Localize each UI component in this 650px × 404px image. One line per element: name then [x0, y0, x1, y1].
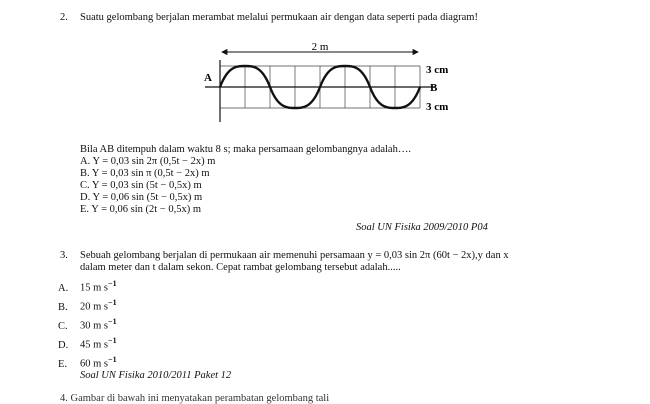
length-label: 2 m — [311, 41, 329, 53]
question-2-stem: Suatu gelombang berjalan merambat melalui permukaan air dengan data seperti pada diagram! — [80, 12, 478, 23]
point-b-label: B — [430, 82, 438, 94]
option-q2-b[interactable]: B. Y = 0,03 sin π (0,5t − 2x) m — [80, 168, 210, 179]
option-q3-a[interactable]: A. 15 m $s^{-1}$ — [58, 279, 117, 294]
amplitude-bottom-label: 3 cm — [426, 101, 449, 113]
question-3-options — [58, 278, 117, 373]
question-3-stem-line-2: dalam meter dan t dalam sekon. Cepat rambat gelombang tersebut adalah..... — [80, 262, 401, 273]
question-2-number: 2. — [60, 12, 68, 23]
wave-diagram — [190, 40, 470, 130]
amplitude-top-label: 3 cm — [426, 64, 449, 76]
question-2-source: Soal UN Fisika 2009/2010 P04 — [356, 222, 488, 233]
question-3-stem-line-1: Sebuah gelombang berjalan di permukaan air memenuhi persamaan y = 0,03 sin 2π (60t − 2x),y dan x — [80, 250, 509, 261]
option-q2-e[interactable]: E. Y = 0,06 sin (2t − 0,5x) m — [80, 204, 202, 215]
option-q3-e[interactable]: E. 60 m $s^{-1}$ — [58, 355, 117, 370]
question-3-source: Soal UN Fisika 2010/2011 Paket 12 — [80, 370, 232, 381]
option-q3-c[interactable]: C. 30 m $s^{-1}$ — [58, 317, 117, 332]
option-q2-a[interactable]: A. Y = 0,03 sin 2π (0,5t − 2x) m — [80, 156, 216, 167]
option-q2-c[interactable]: C. Y = 0,03 sin (5t − 0,5x) m — [80, 180, 202, 191]
point-a-label: A — [204, 72, 212, 84]
question-2-options — [80, 156, 215, 216]
option-q3-b[interactable]: B. 20 m $s^{-1}$ — [58, 298, 117, 313]
question-4-fragment: 4. Gambar di bawah ini menyatakan perambatan gelombang tali — [60, 393, 330, 404]
option-q3-d[interactable]: D. 45 m $s^{-1}$ — [58, 336, 117, 351]
question-2-prompt: Bila AB ditempuh dalam waktu 8 s; maka persamaan gelombangnya adalah…. — [80, 144, 411, 155]
question-3-number: 3. — [60, 250, 68, 261]
option-q2-d[interactable]: D. Y = 0,06 sin (5t − 0,5x) m — [80, 192, 203, 203]
